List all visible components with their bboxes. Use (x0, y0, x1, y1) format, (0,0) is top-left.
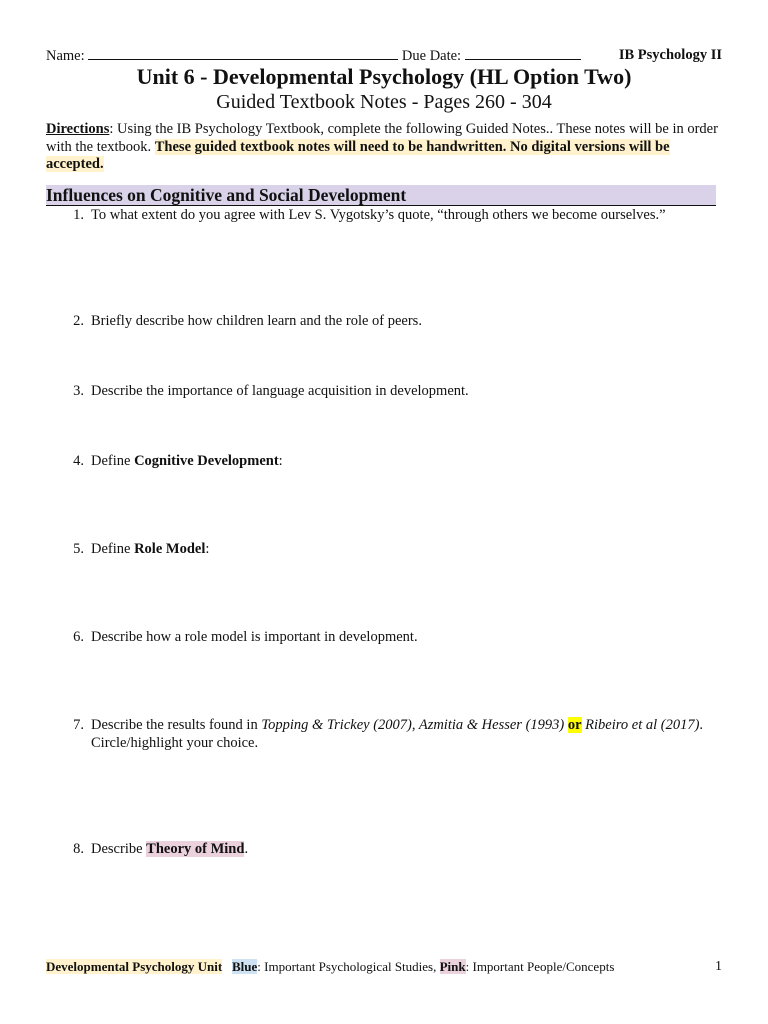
question-suffix: . (244, 841, 249, 857)
name-blank (88, 45, 398, 60)
question-text: Describe how a role model is important in development. (91, 629, 418, 645)
question-number: 3. (73, 383, 84, 399)
page-footer (46, 958, 722, 976)
question-number: 1. (73, 207, 84, 223)
question-suffix: : (205, 541, 210, 557)
question-text: Briefly describe how children learn and the role of peers. (91, 313, 422, 329)
directions-text: : Using the IB Psychology Textbook, complete the following Guided Notes.. These notes will be in order with the textbook. (46, 121, 718, 155)
footer-blue-key: Blue (231, 959, 258, 974)
due-date-label: Due Date: (401, 48, 462, 64)
question-prefix: Define (91, 453, 135, 469)
question-suffix: : (278, 453, 283, 469)
question-prefix: Describe (91, 841, 147, 857)
question-text (91, 452, 727, 470)
footer-pink-text: : Important People/Concepts (465, 959, 615, 974)
document-subtitle: Guided Textbook Notes - Pages 260 - 304 (216, 91, 552, 113)
question-number: 7. (73, 717, 84, 733)
name-label: Name: (46, 48, 85, 64)
question-text: To what extent do you agree with Lev S. Vygotsky’s quote, “through others we become ourselves.” (91, 207, 666, 223)
footer-unit-label: Developmental Psychology Unit (46, 959, 223, 974)
due-date-blank (465, 45, 581, 60)
course-name: IB Psychology II (618, 47, 722, 63)
study-choice-2: Ribeiro et al (2017) (585, 717, 700, 733)
directions (46, 121, 726, 174)
page-number: 1 (715, 959, 722, 974)
study-choice-1: Topping & Trickey (2007), Azmitia & Hesser (1993) (261, 717, 565, 733)
question-text (91, 540, 727, 558)
term-cognitive-development: Cognitive Development (134, 453, 279, 469)
question-text (91, 716, 727, 752)
question-suffix: . Circle/highlight your choice. (91, 717, 704, 751)
question-number: 5. (73, 541, 84, 557)
term-role-model: Role Model (134, 541, 206, 557)
header-line (46, 45, 722, 65)
document-title: Unit 6 - Developmental Psychology (HL Option Two) (136, 64, 632, 89)
question-number: 2. (73, 313, 84, 329)
term-theory-of-mind: Theory of Mind (146, 841, 245, 857)
question-text (91, 840, 727, 858)
question-text: Describe the importance of language acquisition in development. (91, 383, 469, 399)
question-prefix: Define (91, 541, 135, 557)
or-highlight: or (567, 717, 582, 733)
footer-blue-text: : Important Psychological Studies, (257, 959, 440, 974)
question-number: 6. (73, 629, 84, 645)
question-number: 8. (73, 841, 84, 857)
question-number: 4. (73, 453, 84, 469)
footer-pink-key: Pink (439, 959, 466, 974)
directions-emphasis: These guided textbook notes will need to be handwritten. No digital versions will be accepted. (46, 138, 670, 172)
question-prefix: Describe the results found in (91, 717, 262, 733)
directions-label: Directions (46, 121, 110, 137)
section-heading: Influences on Cognitive and Social Development (46, 185, 716, 206)
